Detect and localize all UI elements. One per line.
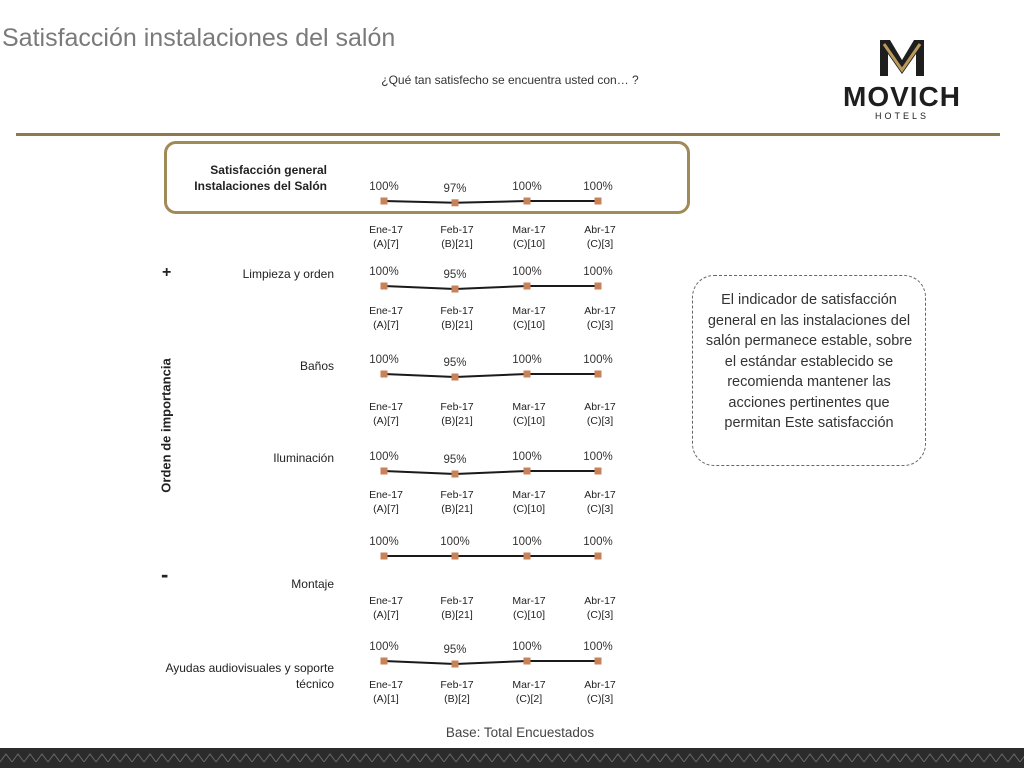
- data-point: [524, 658, 531, 665]
- data-point: [381, 283, 388, 290]
- data-point: [595, 283, 602, 290]
- data-point: [381, 198, 388, 205]
- data-point: [524, 371, 531, 378]
- data-label: 100%: [583, 354, 613, 366]
- x-tick-label: Mar-17 (C)[2]: [512, 679, 546, 705]
- x-tick-label: Ene-17 (A)[7]: [369, 224, 403, 250]
- insight-callout: El indicador de satisfacción general en las instalaciones del salón permanece estable, sobre el estándar establecido se recomienda mantener las acciones pertinentes que permitan Este satisfacción: [692, 275, 926, 466]
- data-point: [524, 198, 531, 205]
- data-point: [452, 199, 459, 206]
- x-tick-label: Feb-17 (B)[21]: [440, 401, 474, 427]
- data-label: 100%: [512, 536, 542, 548]
- logo-tagline: HOTELS: [874, 111, 930, 121]
- data-label: 95%: [443, 644, 467, 656]
- data-label: 100%: [583, 266, 613, 278]
- series-line: [384, 471, 598, 474]
- data-point: [452, 553, 459, 560]
- data-label: 100%: [583, 641, 613, 653]
- data-label: 100%: [440, 536, 470, 548]
- x-tick-label: Mar-17 (C)[10]: [512, 489, 546, 515]
- decorative-footer-band: [0, 748, 1024, 768]
- data-label: 95%: [443, 357, 467, 369]
- row-label: Ayudas audiovisuales y soporte técnico: [165, 661, 334, 691]
- data-point: [381, 553, 388, 560]
- importance-axis-title: Orden de importancia: [158, 358, 174, 493]
- data-label: 100%: [369, 451, 399, 463]
- data-point: [595, 198, 602, 205]
- x-tick-label: Mar-17 (C)[10]: [512, 595, 546, 621]
- x-tick-label: Ene-17 (A)[7]: [369, 489, 403, 515]
- data-label: 100%: [512, 266, 542, 278]
- logo-brand: MOVICH: [843, 81, 961, 112]
- row-label: Montaje: [291, 577, 334, 591]
- data-label: 100%: [583, 451, 613, 463]
- data-point: [381, 658, 388, 665]
- survey-question: ¿Qué tan satisfecho se encuentra usted con… ?: [381, 73, 639, 87]
- x-tick-label: Abr-17 (C)[3]: [584, 679, 616, 705]
- data-label: 95%: [443, 454, 467, 466]
- x-tick-label: Ene-17 (A)[7]: [369, 305, 403, 331]
- x-tick-label: Abr-17 (C)[3]: [584, 595, 616, 621]
- x-tick-label: Feb-17 (B)[2]: [440, 679, 474, 705]
- row-label: Satisfacción general Instalaciones del Salón: [194, 163, 327, 193]
- data-label: 100%: [583, 536, 613, 548]
- x-tick-label: Feb-17 (B)[21]: [440, 489, 474, 515]
- x-tick-label: Ene-17 (A)[1]: [369, 679, 403, 705]
- x-tick-label: Abr-17 (C)[3]: [584, 401, 616, 427]
- data-label: 95%: [443, 269, 467, 281]
- data-point: [595, 553, 602, 560]
- x-tick-label: Abr-17 (C)[3]: [584, 224, 616, 250]
- x-tick-label: Feb-17 (B)[21]: [440, 305, 474, 331]
- data-label: 100%: [512, 451, 542, 463]
- data-point: [452, 286, 459, 293]
- x-tick-label: Feb-17 (B)[21]: [440, 224, 474, 250]
- x-tick-label: Ene-17 (A)[7]: [369, 595, 403, 621]
- series-line: [384, 201, 598, 203]
- data-label: 100%: [512, 354, 542, 366]
- data-label: 100%: [369, 181, 399, 193]
- page-title: Satisfacción instalaciones del salón: [2, 24, 396, 52]
- x-tick-label: Mar-17 (C)[10]: [512, 224, 546, 250]
- data-label: 100%: [583, 181, 613, 193]
- data-point: [595, 658, 602, 665]
- data-point: [595, 468, 602, 475]
- x-tick-label: Abr-17 (C)[3]: [584, 489, 616, 515]
- data-label: 100%: [512, 181, 542, 193]
- importance-low-sign: -: [161, 562, 169, 587]
- base-note: Base: Total Encuestados: [445, 725, 595, 740]
- data-label: 100%: [369, 266, 399, 278]
- series-line: [384, 286, 598, 289]
- data-label: 100%: [369, 354, 399, 366]
- row-label: Baños: [299, 359, 334, 373]
- row-label: Limpieza y orden: [242, 267, 334, 281]
- data-point: [524, 468, 531, 475]
- data-point: [524, 283, 531, 290]
- data-point: [452, 661, 459, 668]
- data-label: 100%: [369, 641, 399, 653]
- data-point: [595, 371, 602, 378]
- series-line: [384, 374, 598, 377]
- data-label: 100%: [369, 536, 399, 548]
- data-point: [452, 374, 459, 381]
- data-label: 97%: [443, 182, 467, 195]
- x-tick-label: Abr-17 (C)[3]: [584, 305, 616, 331]
- x-tick-label: Ene-17 (A)[7]: [369, 401, 403, 427]
- data-point: [524, 553, 531, 560]
- x-tick-label: Mar-17 (C)[10]: [512, 305, 546, 331]
- data-point: [381, 468, 388, 475]
- data-point: [452, 471, 459, 478]
- series-line: [384, 661, 598, 664]
- row-label: Iluminación: [273, 451, 334, 465]
- importance-high-sign: +: [162, 264, 172, 281]
- x-tick-label: Feb-17 (B)[21]: [440, 595, 474, 621]
- data-point: [381, 371, 388, 378]
- x-tick-label: Mar-17 (C)[10]: [512, 401, 546, 427]
- data-label: 100%: [512, 641, 542, 653]
